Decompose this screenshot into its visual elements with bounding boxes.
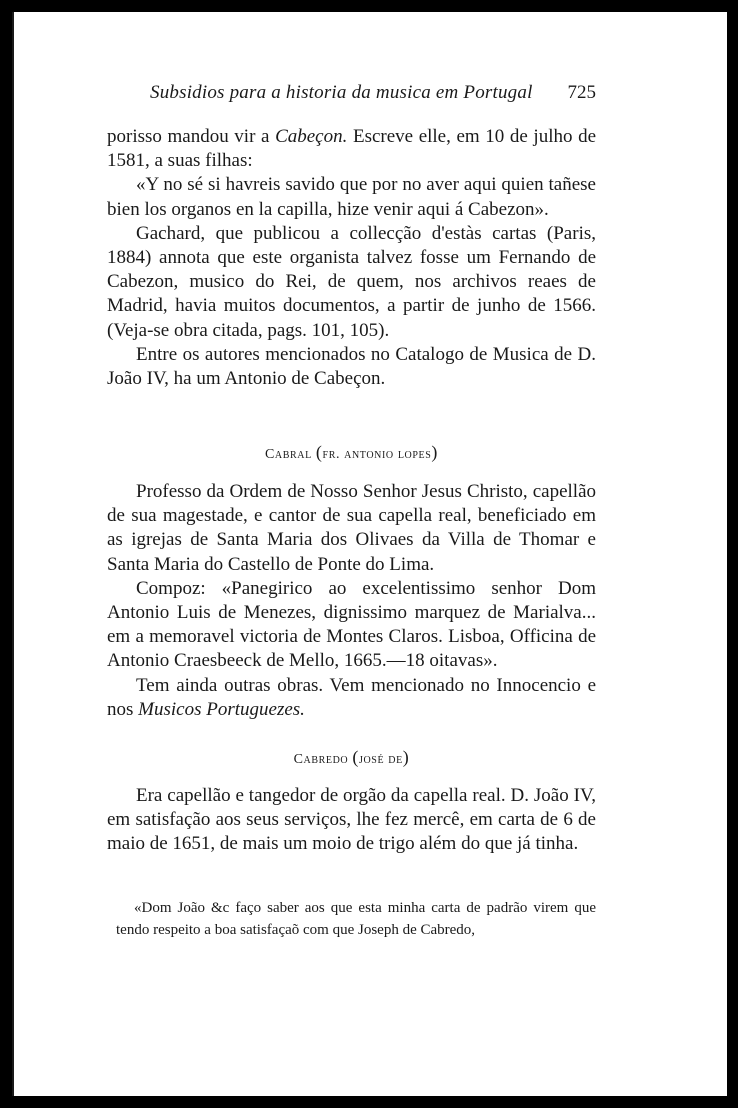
- entry-heading-cabredo: Cabredo (josé de): [293, 747, 410, 767]
- footnote: [116, 897, 596, 941]
- footnote-text: «Dom João &c faço saber aos que esta minha carta de padrão virem que tendo respeito a boa satisfaçaõ com que Joseph de Cabredo,: [116, 900, 596, 938]
- running-header: [150, 82, 596, 110]
- entry-heading-cabral: Cabral (fr. antonio lopes): [264, 442, 438, 462]
- paragraph: Entre os autores mencionados no Catalogo de Musica de D. João IV, ha um Antonio de Cabeçon.: [107, 343, 596, 390]
- section-cabezon-continuation: [107, 125, 596, 391]
- paragraph: Tem ainda outras obras. Vem mencionado no Innocencio e nos Musicos Portuguezes.: [107, 674, 596, 720]
- section-cabral: [107, 480, 596, 722]
- paragraph: Compoz: «Panegirico ao excelentissimo senhor Dom Antonio Luis de Menezes, dignissimo marquez de Marialva... em a memoravel victoria de Montes Claros. Lisboa, Officina de Antonio Craesbeeck de Mello, 1665.—18 oitavas».: [107, 577, 596, 672]
- book-page: [12, 12, 727, 1096]
- running-title: Subsidios para a historia da musica em Portugal: [150, 82, 533, 103]
- section-cabredo: [107, 784, 596, 857]
- quote-paragraph: «Y no sé si havreis savido que por no aver aqui quien tañese bien los organos en la capilla, hize venir aqui á Cabezon».: [107, 174, 596, 220]
- paragraph: Gachard, que publicou a collecção d'estàs cartas (Paris, 1884) annota que este organista talvez fosse um Fernando de Cabezon, musico do Rei, de quem, nos archivos reaes de Madrid, havia muitos documentos, a partir de junho de 1566. (Veja-se obra citada, pags. 101, 105).: [107, 222, 596, 341]
- page-number: 725: [567, 82, 596, 103]
- paragraph: Professo da Ordem de Nosso Senhor Jesus Christo, capellão de sua magestade, e cantor de sua capella real, beneficiado em as igrejas de Santa Maria dos Olivaes da Villa de Thomar e Santa Maria do Castello de Ponte do Lima.: [107, 481, 596, 575]
- paragraph: porisso mandou vir a Cabeçon. Escreve elle, em 10 de julho de 1581, a suas filhas:: [107, 126, 597, 172]
- paragraph: Era capellão e tangedor de orgão da capella real. D. João IV, em satisfação aos seus serviços, lhe fez mercê, em carta de 6 de maio de 1651, de mais um moio de trigo além do que já tinha.: [107, 785, 596, 855]
